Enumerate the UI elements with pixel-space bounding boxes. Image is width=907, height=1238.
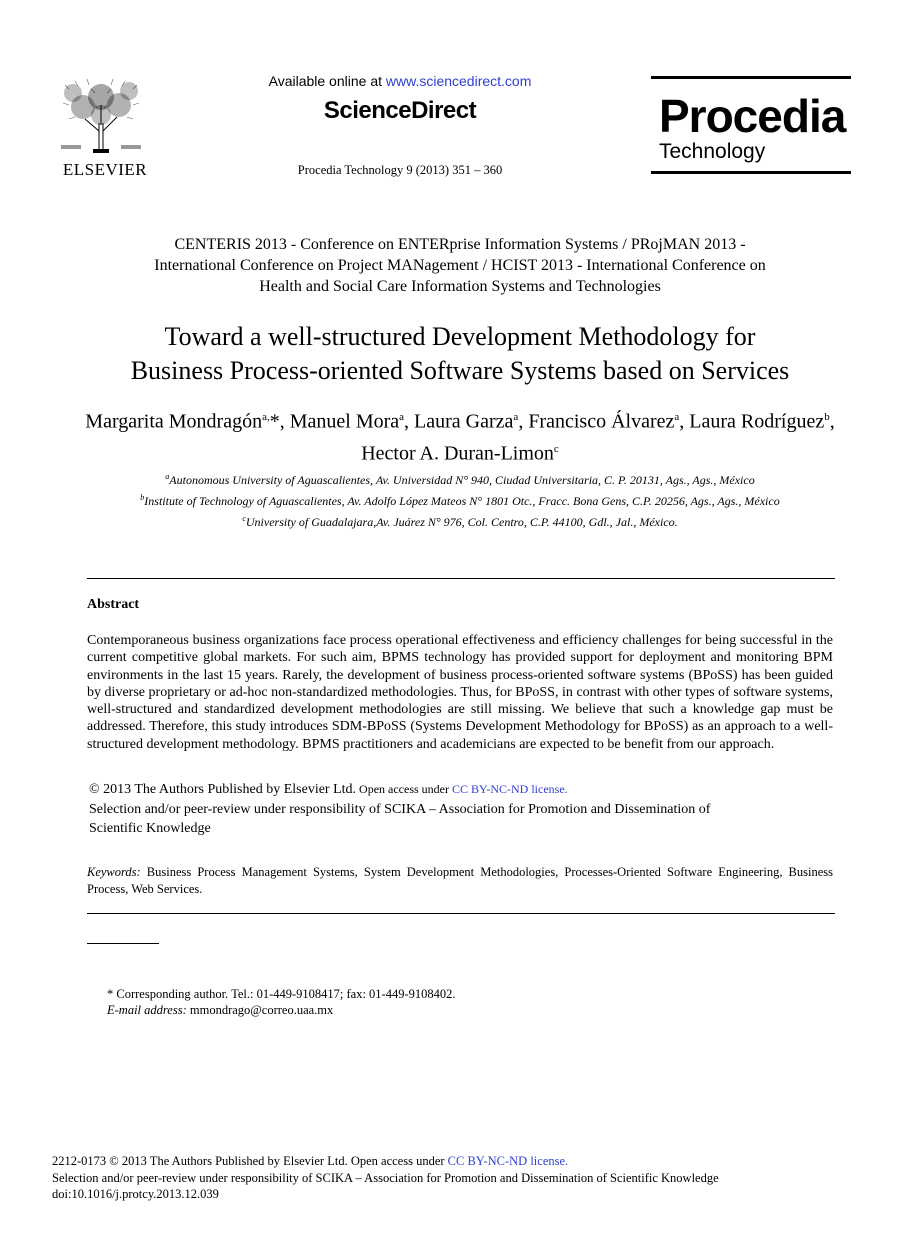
paper-title xyxy=(70,320,850,388)
available-online-line xyxy=(250,73,550,89)
footer-doi: doi:10.1016/j.protcy.2013.12.039 xyxy=(52,1187,219,1201)
copyright-text: © 2013 The Authors Published by Elsevier Ltd. xyxy=(89,782,357,797)
affiliation-item xyxy=(70,489,850,510)
author-name: , Manuel Mora xyxy=(279,410,400,433)
peer-review-line: Scientific Knowledge xyxy=(89,821,211,836)
keywords-text: Business Process Management Systems, System Development Methodologies, Processes-Oriented Software Engineering, Business Process, Web Services. xyxy=(87,865,833,896)
elsevier-wordmark: ELSEVIER xyxy=(62,160,148,179)
footer-license-link[interactable]: CC BY-NC-ND license. xyxy=(447,1154,569,1168)
keywords xyxy=(87,864,833,897)
affiliation-mark: a xyxy=(165,472,170,481)
conference-line: Health and Social Care Information Systems and Technologies xyxy=(259,278,661,295)
open-access-text: Open access under xyxy=(356,782,452,796)
footer-peer-review-line: Selection and/or peer-review under responsibility of SCIKA – Association for Promotion and Dissemination of Scientific Knowledge xyxy=(52,1170,719,1185)
affiliation-text: University of Guadalajara,Av. Juárez N° 976, Col. Centro, C.P. 44100, Gdl., Jal., México. xyxy=(245,515,678,529)
page-footer xyxy=(52,1153,872,1203)
affiliation-mark: b xyxy=(140,493,145,502)
keywords-label: Keywords: xyxy=(87,865,141,879)
author-name: , Hector A. Duran-Limon xyxy=(361,410,835,465)
copyright-block xyxy=(89,780,835,839)
sciencedirect-logo: ScienceDirect xyxy=(323,97,477,124)
abstract-top-divider xyxy=(87,578,835,579)
footer-copyright-line xyxy=(52,1153,872,1170)
author-affil-mark: a xyxy=(513,411,519,423)
author-name: , Laura Garza xyxy=(404,410,514,433)
author-affil-mark: a, xyxy=(262,411,270,423)
author-name: , Francisco Álvarez xyxy=(518,410,675,433)
title-line: Business Process-oriented Software Systems based on Services xyxy=(130,356,790,385)
available-online-label: Available online at xyxy=(268,73,386,89)
elsevier-tree-icon xyxy=(55,75,147,155)
abstract-heading: Abstract xyxy=(87,597,140,612)
journal-reference: Procedia Technology 9 (2013) 351 – 360 xyxy=(297,163,503,177)
email-address: mmondrago@correo.uaa.mx xyxy=(186,1003,334,1017)
conference-name xyxy=(90,234,830,297)
footnote-divider xyxy=(87,943,159,944)
affiliation-text: Institute of Technology of Aguascalientes, Av. Adolfo López Mateos N° 1801 Otc., Fracc. Bona Gens, C.P. 20256, Ags., Ags., México xyxy=(144,494,780,508)
affiliation-item xyxy=(70,510,850,531)
copyright-line xyxy=(89,780,835,800)
email-label: E-mail address: xyxy=(107,1003,187,1017)
procedia-logo-subtitle: Technology xyxy=(659,140,766,163)
footer-copyright-text: 2212-0173 © 2013 The Authors Published by Elsevier Ltd. Open access under xyxy=(52,1154,448,1168)
conference-line: CENTERIS 2013 - Conference on ENTERprise Information Systems / PRojMAN 2013 - xyxy=(174,236,746,253)
corresponding-author-note: * Corresponding author. Tel.: 01-449-9108417; fax: 01-449-9108402. xyxy=(107,987,456,1001)
author-name: , Laura Rodríguez xyxy=(679,410,825,433)
email-line xyxy=(107,1002,807,1018)
author-affil-mark: a xyxy=(399,411,405,423)
footnote xyxy=(107,986,807,1018)
affiliation-text: Autonomous University of Aguascalientes, Av. Universidad N° 940, Ciudad Universitaria, C. P. 20131, Ags., Ags., México xyxy=(169,473,755,487)
conference-line: International Conference on Project MANagement / HCIST 2013 - International Conference on xyxy=(154,257,766,274)
license-link[interactable]: CC BY-NC-ND license. xyxy=(452,782,568,796)
procedia-technology-logo xyxy=(651,76,851,174)
author-name: Margarita Mondragón xyxy=(85,410,263,433)
abstract-bottom-divider xyxy=(87,913,835,914)
title-line: Toward a well-structured Development Methodology for xyxy=(164,322,756,351)
author-list xyxy=(70,404,850,467)
affiliations xyxy=(70,468,850,531)
sciencedirect-url-link[interactable]: www.sciencedirect.com xyxy=(385,73,532,89)
abstract-body: Contemporaneous business organizations face process operational effectiveness and efficiency challenges for being successful in the current competitive global markets. For such aim, BPMS technology has provided support for deployment and monitoring BPM environments in the last 15 years. Rarely, the development of business process-oriented software systems (BPoSS) has been guided by diverse proprietary or ad-hoc non-standardized methodologies. Thus, for BPoSS, in contrast with other types of software systems, well-structured and standardized development methodologies are still missing. We believe that such a knowledge gap must be addressed. Therefore, this study introduces SDM-BPoSS (Systems Development Methodology for BPoSS) as an approach to a well-structured development methodology. BPMS practitioners and academicians are expected to be benefit from our approach. xyxy=(87,633,833,752)
author-affil-mark: a xyxy=(674,411,680,423)
author-affil-mark: b xyxy=(824,411,830,423)
affiliation-mark: c xyxy=(242,514,246,523)
author-affil-mark: c xyxy=(553,442,559,455)
peer-review-line: Selection and/or peer-review under responsibility of SCIKA – Association for Promotion and Dissemination of xyxy=(89,801,711,817)
corresponding-author-mark: * xyxy=(269,410,280,433)
procedia-logo-title: Procedia xyxy=(659,90,846,142)
elsevier-logo xyxy=(55,75,155,180)
affiliation-item xyxy=(70,468,850,489)
